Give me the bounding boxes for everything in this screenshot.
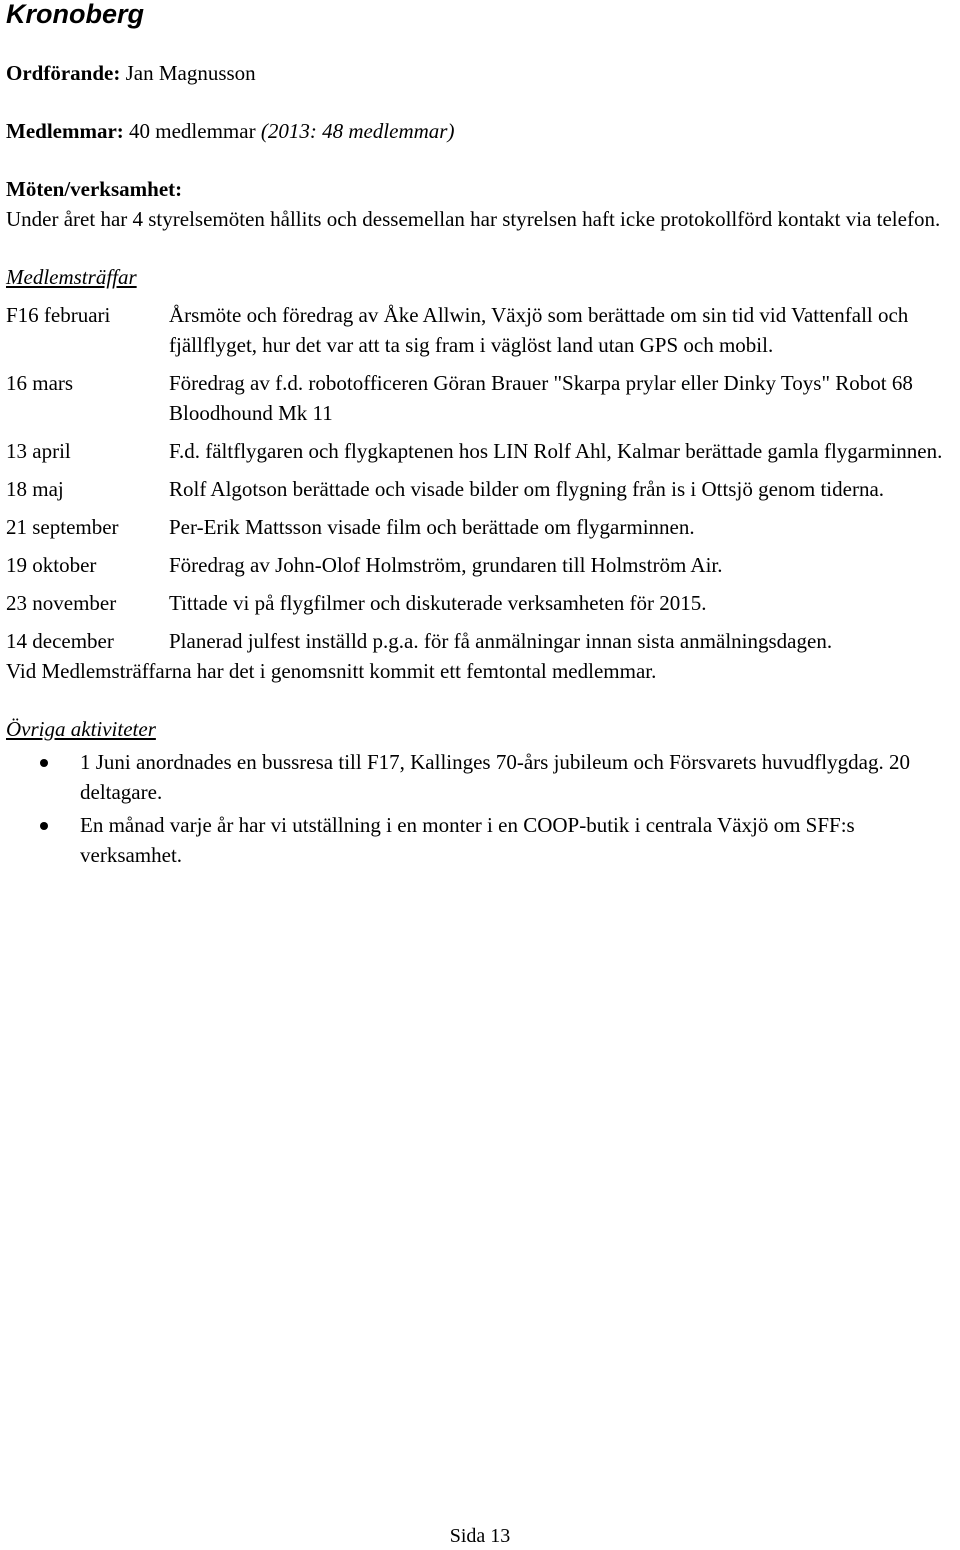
list-item-text: En månad varje år har vi utställning i en monter i en COOP-butik i centrala Växjö om SFF:s verksamhet. [80, 813, 855, 867]
table-row [6, 626, 956, 656]
document-page [6, 0, 956, 870]
members-value: 40 medlemmar [129, 119, 256, 143]
table-row [6, 368, 956, 428]
list-item-text: 1 Juni anordnades en bussresa till F17, Kallinges 70-års jubileum och Försvarets huvudflygdag. 20 deltagare. [80, 750, 910, 804]
table-row [6, 550, 956, 580]
meeting-description: Rolf Algotson berättade och visade bilder om flygning från is i Ottsjö genom tiderna. [169, 477, 885, 501]
member-meetings-heading: Medlemsträffar [6, 265, 137, 289]
other-activities-heading: Övriga aktiviteter [6, 717, 156, 741]
meeting-description: Tittade vi på flygfilmer och diskuterade verksamheten för 2015. [169, 591, 707, 615]
bullet-icon [40, 822, 48, 830]
members-line [6, 116, 956, 146]
meeting-date: 16 mars [6, 371, 74, 395]
chair-label: Ordförande: [6, 61, 121, 85]
other-activities-list [6, 747, 956, 870]
member-meetings-table [6, 300, 956, 656]
table-row [6, 436, 956, 466]
meeting-date: F16 februari [6, 303, 111, 327]
meeting-date: 18 maj [6, 477, 64, 501]
meeting-date: 13 april [6, 439, 71, 463]
list-item [6, 810, 956, 870]
table-row [6, 588, 956, 618]
members-label: Medlemmar: [6, 119, 124, 143]
chair-line [6, 58, 956, 88]
meetings-heading: Möten/verksamhet: [6, 177, 183, 201]
members-note: (2013: 48 medlemmar) [260, 119, 455, 143]
meeting-date: 23 november [6, 591, 117, 615]
chair-value: Jan Magnusson [125, 61, 256, 85]
bullet-icon [40, 759, 48, 767]
meeting-date: 14 december [6, 629, 114, 653]
table-row [6, 474, 956, 504]
table-row [6, 512, 956, 542]
meeting-date: 21 september [6, 515, 119, 539]
meeting-description: F.d. fältflygaren och flygkaptenen hos LIN Rolf Ahl, Kalmar berättade gamla flygarminnen. [169, 439, 943, 463]
list-item [6, 747, 956, 807]
member-meetings-summary: Vid Medlemsträffarna har det i genomsnitt kommit ett femtontal medlemmar. [6, 659, 657, 683]
meetings-text: Under året har 4 styrelsemöten hållits och dessemellan har styrelsen haft icke protokollförd kontakt via telefon. [6, 207, 941, 231]
meeting-description: Planerad julfest inställd p.g.a. för få anmälningar innan sista anmälningsdagen. [169, 629, 833, 653]
meeting-description: Årsmöte och föredrag av Åke Allwin, Växjö som berättade om sin tid vid Vattenfall och fjällflyget, hur det var att ta sig fram i väglöst land utan GPS och mobil. [169, 303, 909, 357]
page-title: Kronoberg [6, 0, 144, 29]
table-row [6, 300, 956, 360]
meeting-description: Föredrag av John-Olof Holmström, grundaren till Holmström Air. [169, 553, 723, 577]
page-number: Sida 13 [449, 1525, 511, 1547]
meeting-description: Per-Erik Mattsson visade film och berättade om flygarminnen. [169, 515, 695, 539]
meeting-date: 19 oktober [6, 553, 97, 577]
meeting-description: Föredrag av f.d. robotofficeren Göran Brauer "Skarpa prylar eller Dinky Toys" Robot 68 Bloodhound Mk 11 [169, 371, 913, 425]
